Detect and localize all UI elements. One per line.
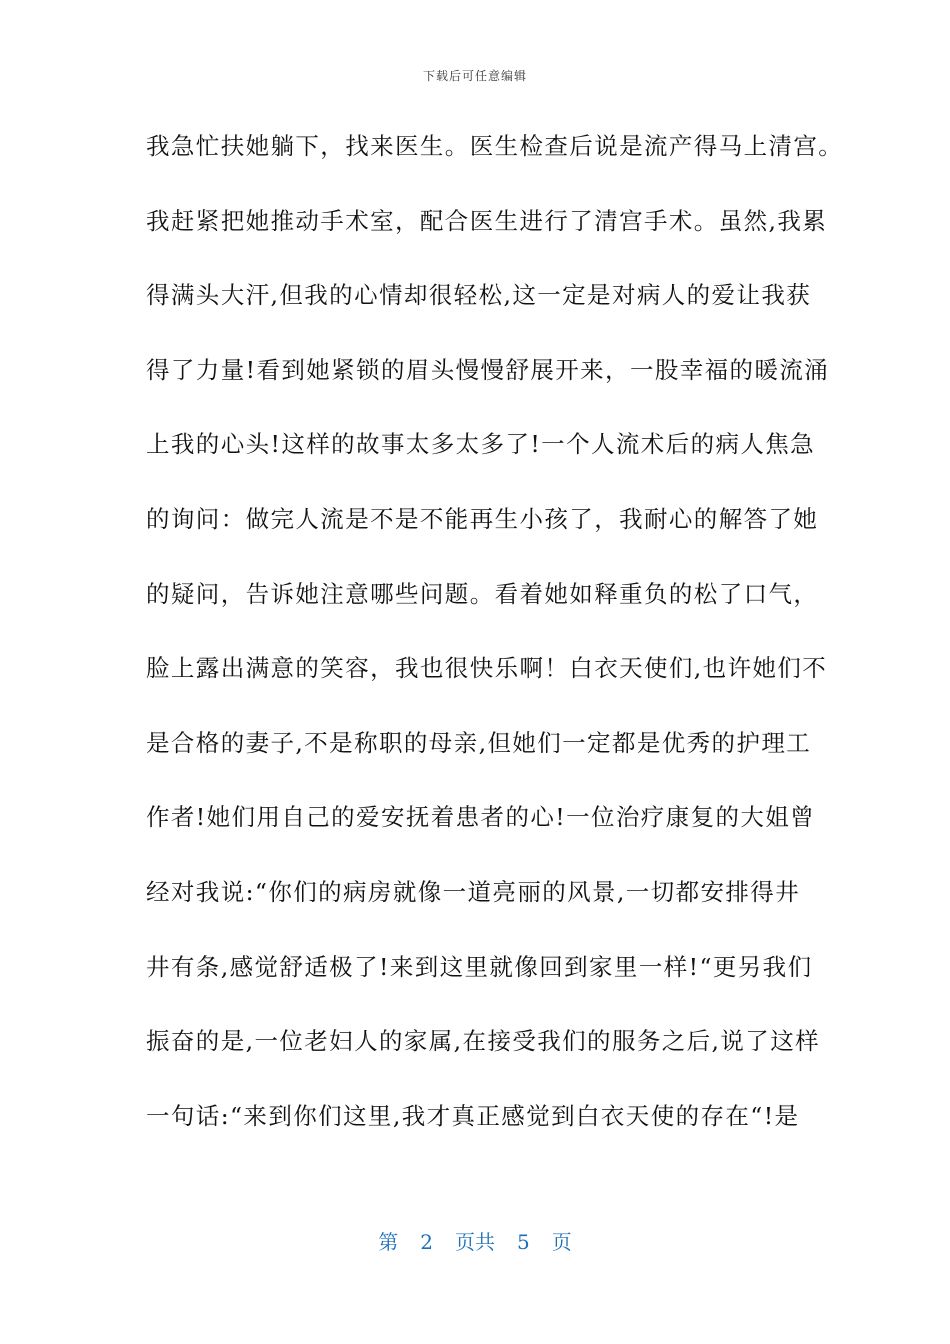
footer-suffix: 页 (551, 1230, 572, 1254)
text-line-11: 经对我说:“你们的病房就像一道亮丽的风景,一切都安排得井 (146, 877, 801, 906)
text-line-13: 振奋的是,一位老妇人的家属,在接受我们的服务之后,说了这样 (146, 1027, 821, 1056)
text-line-9: 是合格的妻子,不是称职的母亲,但她们一定都是优秀的护理工 (146, 728, 812, 757)
text-line-14: 一句话:“来到你们这里,我才真正感觉到白衣天使的存在“!是 (146, 1101, 800, 1130)
footer-prefix: 第 (378, 1230, 399, 1254)
text-line-10: 作者!她们用自己的爱安抚着患者的心!一位治疗康复的大姐曾 (146, 803, 816, 832)
text-line-8: 脸上露出满意的笑容，我也很快乐啊！白衣天使们,也许她们不 (146, 654, 828, 683)
text-line-7: 的疑问，告诉她注意哪些问题。看着她如释重负的松了口气， (146, 579, 819, 608)
footer-current-page: 2 (420, 1230, 433, 1254)
text-line-4: 得了力量!看到她紧锁的眉头慢慢舒展开来，一股幸福的暖流涌 (146, 355, 830, 384)
text-line-3: 得满头大汗,但我的心情却很轻松,这一定是对病人的爱让我获 (146, 281, 812, 310)
footer-total-pages: 5 (517, 1230, 530, 1254)
text-line-5: 上我的心头!这样的故事太多太多了!一个人流术后的病人焦急 (146, 430, 816, 459)
footer-middle: 页共 (455, 1230, 495, 1254)
document-body (146, 128, 844, 1172)
text-line-6: 的询问：做完人流是不是不能再生小孩了，我耐心的解答了她 (146, 504, 819, 533)
page-header-note: 下载后可任意编辑 (422, 69, 527, 83)
text-line-1: 我急忙扶她躺下，找来医生。医生检查后说是流产得马上清宫。 (146, 132, 844, 160)
text-line-12: 井有条,感觉舒适极了!来到这里就像回到家里一样!“更另我们 (146, 952, 813, 981)
page-number-footer (0, 1226, 950, 1255)
text-line-2: 我赶紧把她推动手术室，配合医生进行了清宫手术。虽然,我累 (146, 206, 828, 235)
